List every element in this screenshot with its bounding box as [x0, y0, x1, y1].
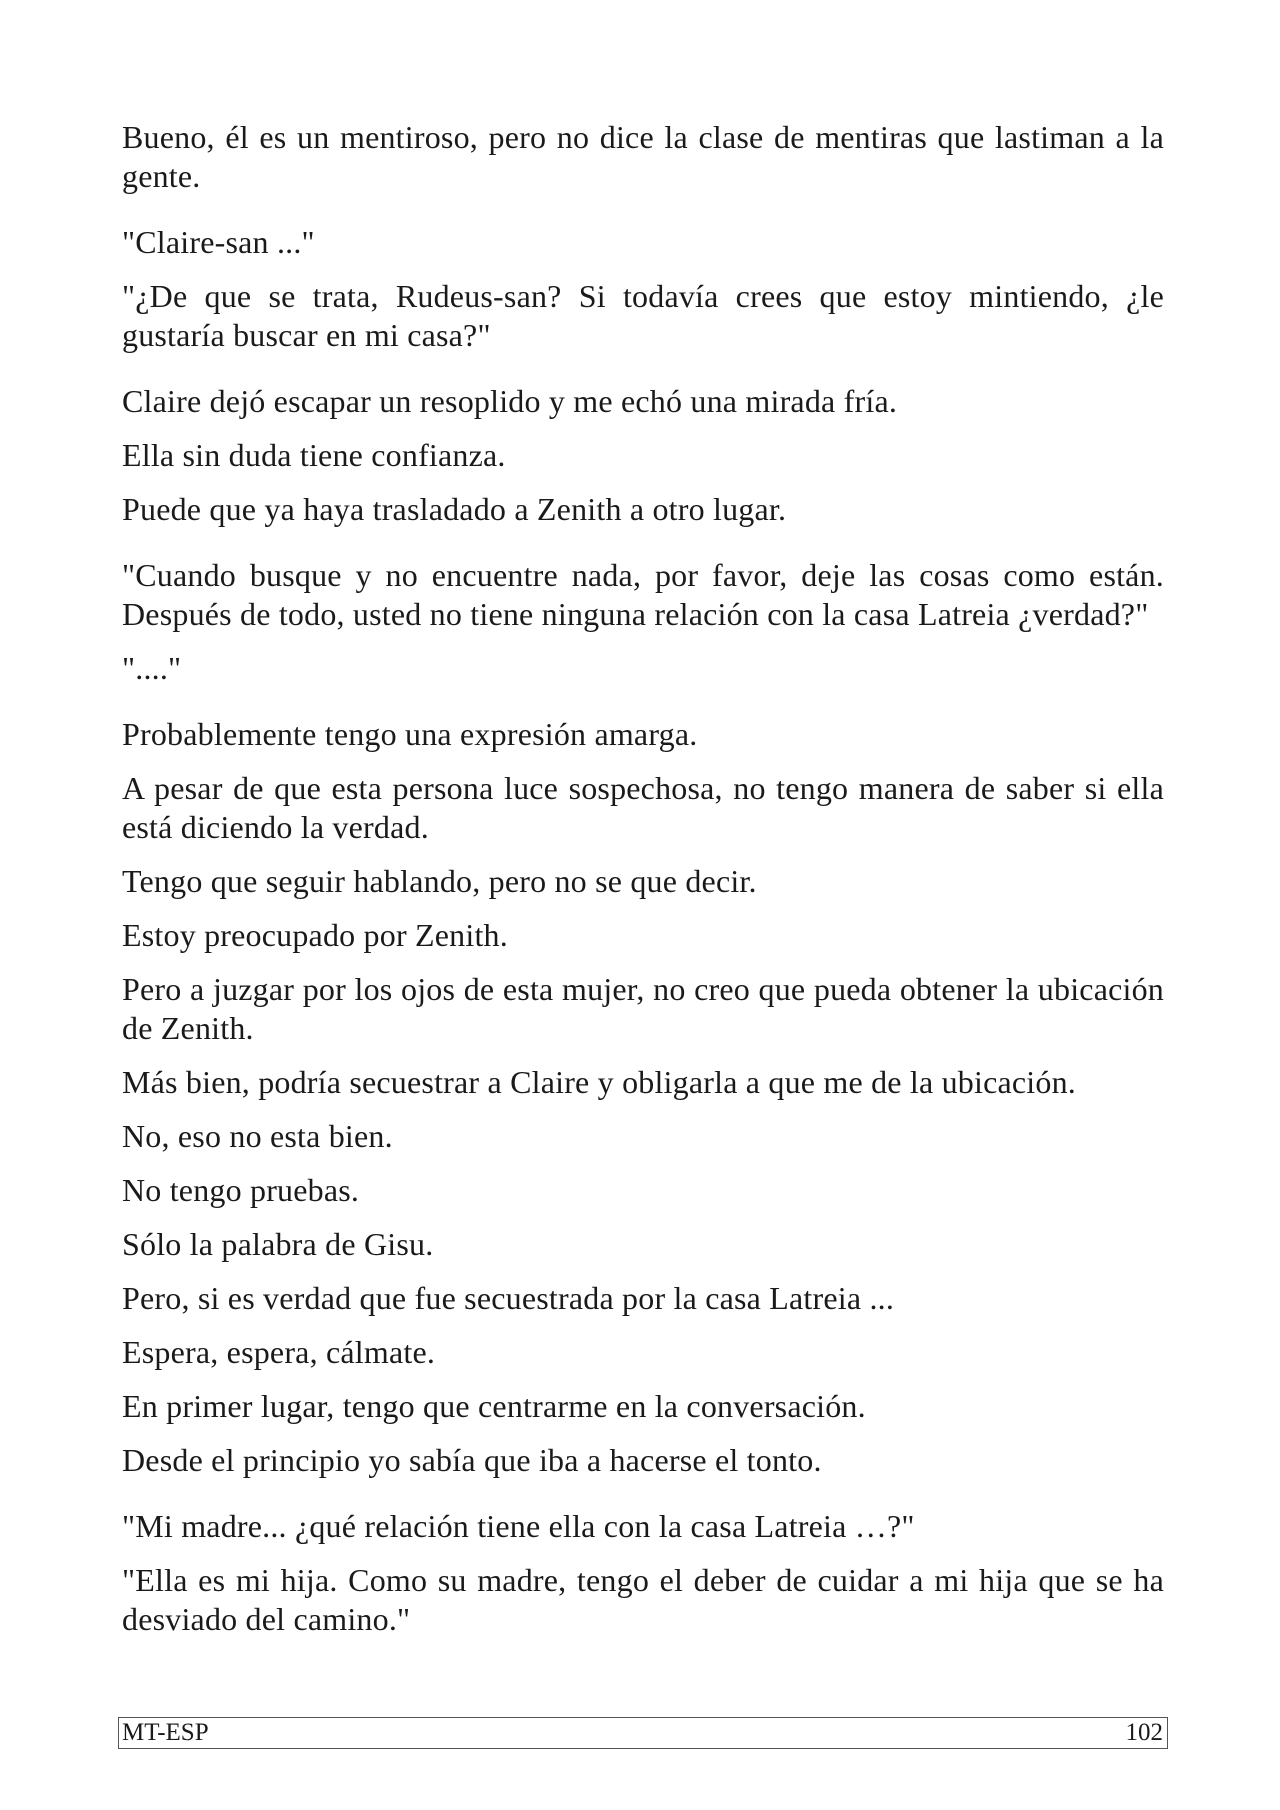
paragraph: Espera, espera, cálmate. — [122, 1334, 436, 1370]
page-footer — [118, 1717, 1168, 1749]
paragraph: Bueno, él es un mentiroso, pero no dice la clase de mentiras que lastiman a la gente. — [122, 119, 1164, 194]
paragraph: "Mi madre... ¿qué relación tiene ella con la casa Latreia …?" — [122, 1508, 915, 1544]
paragraph: No, eso no esta bien. — [122, 1118, 393, 1154]
paragraph: A pesar de que esta persona luce sospechosa, no tengo manera de saber si ella está diciendo la verdad. — [122, 770, 1164, 845]
paragraph: "Claire-san ..." — [122, 224, 315, 260]
paragraph: Más bien, podría secuestrar a Claire y obligarla a que me de la ubicación. — [122, 1064, 1076, 1100]
paragraph: Pero a juzgar por los ojos de esta mujer, no creo que pueda obtener la ubicación de Zenith. — [122, 971, 1164, 1046]
footer-label: MT-ESP — [122, 1719, 209, 1746]
paragraph: Desde el principio yo sabía que iba a hacerse el tonto. — [122, 1442, 822, 1478]
paragraph: Tengo que seguir hablando, pero no se que decir. — [122, 863, 757, 899]
page-number: 102 — [1125, 1719, 1163, 1746]
paragraph: En primer lugar, tengo que centrarme en la conversación. — [122, 1388, 866, 1424]
paragraph: Sólo la palabra de Gisu. — [122, 1226, 434, 1262]
paragraph: "Ella es mi hija. Como su madre, tengo el deber de cuidar a mi hija que se ha desviado del camino." — [122, 1562, 1164, 1637]
paragraph: Probablemente tengo una expresión amarga. — [122, 716, 698, 752]
paragraph: Pero, si es verdad que fue secuestrada por la casa Latreia ... — [122, 1280, 895, 1316]
paragraph: No tengo pruebas. — [122, 1172, 360, 1208]
paragraph: Puede que ya haya trasladado a Zenith a otro lugar. — [122, 491, 787, 527]
paragraph: "...." — [122, 650, 182, 686]
paragraph: Estoy preocupado por Zenith. — [122, 917, 508, 953]
paragraph: Claire dejó escapar un resoplido y me echó una mirada fría. — [122, 383, 898, 419]
paragraph: Ella sin duda tiene confianza. — [122, 437, 506, 473]
page-body — [122, 118, 1164, 1654]
paragraph: "¿De que se trata, Rudeus-san? Si todavía crees que estoy mintiendo, ¿le gustaría buscar en mi casa?" — [122, 278, 1164, 353]
paragraph: "Cuando busque y no encuentre nada, por favor, deje las cosas como están. Después de todo, usted no tiene ninguna relación con la casa Latreia ¿verdad?" — [122, 557, 1164, 632]
